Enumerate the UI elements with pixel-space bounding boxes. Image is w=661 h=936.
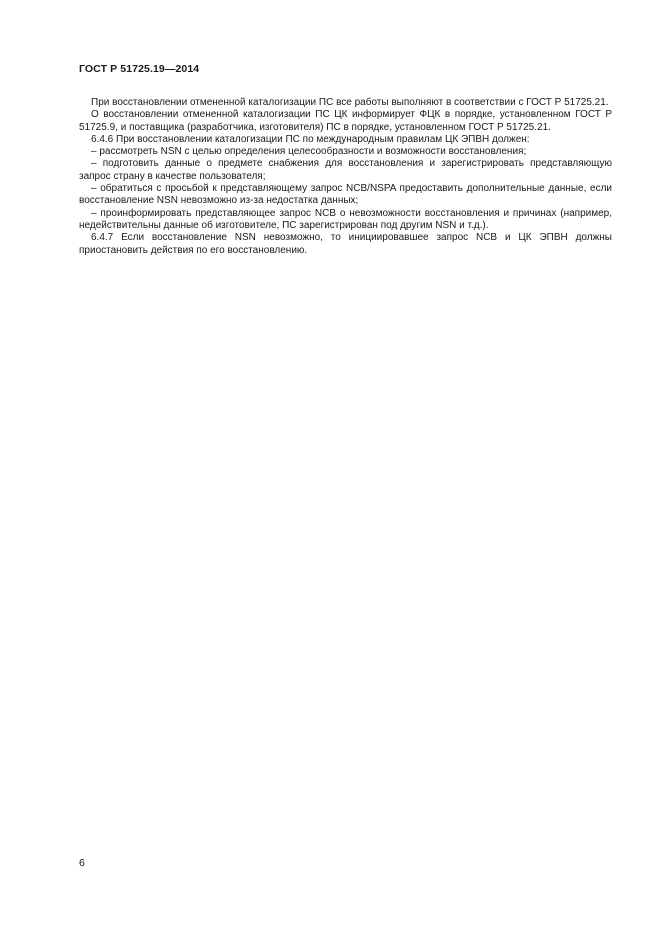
list-item-prepare-data: – подготовить данные о предмете снабжения для восстановления и зарегистрировать представляющую запрос страну в качестве пользователя; bbox=[79, 158, 612, 182]
page-number: 6 bbox=[79, 857, 85, 869]
paragraph-restoration-works: При восстановлении отмененной каталогизации ПС все работы выполняют в соответствии с ГОСТ Р 51725.21. bbox=[91, 97, 609, 108]
document-header: ГОСТ Р 51725.19—2014 bbox=[79, 63, 200, 75]
document-body bbox=[79, 97, 612, 257]
clause-6-4-7: 6.4.7 Если восстановление NSN невозможно, то инициировавшее запрос NCB и ЦК ЭПВН должны приостановить действия по его восстановлению. bbox=[79, 232, 612, 256]
list-item-request-additional-data: – обратиться с просьбой к представляющему запрос NCB/NSPA предоставить дополнительные данные, если восстановление NSN невозможно из-за недостатка данных; bbox=[79, 183, 612, 207]
list-item-review-nsn: – рассмотреть NSN с целью определения целесообразности и возможности восстановления; bbox=[91, 146, 527, 158]
list-item-inform-ncb: – проинформировать представляющее запрос NCB о невозможности восстановления и причинах (например, недействительны данные об изготовителе, ПС зарегистрирован под другим NSN и т.д.). bbox=[79, 207, 612, 231]
paragraph-restoration-notification: О восстановлении отмененной каталогизации ПС ЦК информирует ФЦК в порядке, установленном ГОСТ Р 51725.9, и поставщика (разработчика, изготовителя) ПС в порядке, установленном ГОСТ Р 51725.21. bbox=[79, 109, 612, 133]
clause-6-4-6: 6.4.6 При восстановлении каталогизации ПС по международным правилам ЦК ЭПВН должен: bbox=[91, 133, 530, 145]
